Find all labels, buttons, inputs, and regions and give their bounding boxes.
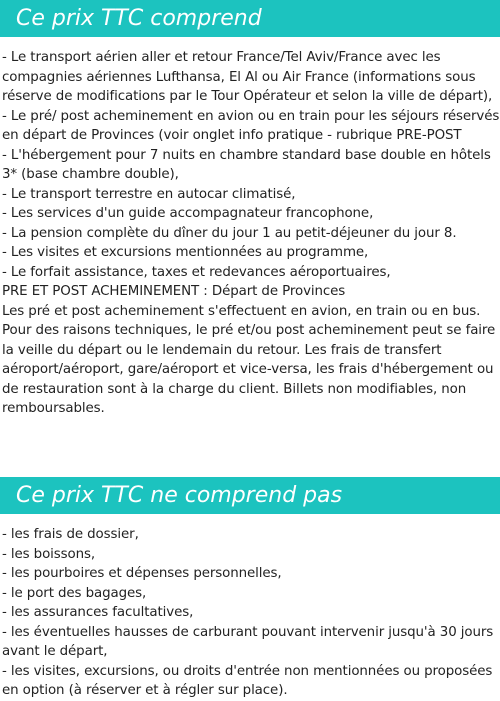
excludes-section-title: Ce prix TTC ne comprend pas (0, 477, 500, 514)
includes-item: - Le pré/ post acheminement en avion ou en train pour les séjours réservés en départ de Provinces (voir onglet info pratique - rubrique PRE-POST (2, 108, 500, 143)
excludes-item: - les assurances facultatives, (2, 605, 194, 620)
includes-item: - La pension complète du dîner du jour 1 au petit-déjeuner du jour 8. (2, 225, 457, 241)
includes-item: - Les visites et excursions mentionnées au programme, (2, 245, 369, 260)
includes-section-title: Ce prix TTC comprend (0, 0, 500, 37)
includes-item: - Le forfait assistance, taxes et redevances aéroportuaires, (2, 264, 391, 280)
includes-item: - L'hébergement pour 7 nuits en chambre standard base double en hôtels 3* (base chambre double), (2, 147, 491, 182)
excludes-item: - les éventuelles hausses de carburant pouvant intervenir jusqu'à 30 jours avant le départ, (2, 624, 494, 659)
excludes-list (2, 525, 500, 701)
includes-item: - Les services d'un guide accompagnateur francophone, (2, 206, 374, 221)
pre-post-heading: PRE ET POST ACHEMINEMENT : Départ de Provinces (2, 284, 346, 299)
excludes-item: - les frais de dossier, (2, 527, 139, 542)
pre-post-description: Les pré et post acheminement s'effectuent en avion, en train ou en bus. Pour des raisons techniques, le pré et/ou post acheminement peut se faire la veille du départ ou le lendemain du retour. Les frais de transfert aéroport/aéroport, gare/aéroport et vice-versa, les frais d'hébergement ou de restauration sont à la charge du client. Billets non modifiables, non remboursables. (2, 303, 496, 416)
includes-list (2, 48, 500, 419)
excludes-item: - les pourboires et dépenses personnelles, (2, 566, 282, 581)
excludes-item: - les visites, excursions, ou droits d'entrée non mentionnées ou proposées en option (à réserver et à régler sur place). (2, 663, 493, 698)
excludes-item: - les boissons, (2, 546, 96, 562)
includes-item: - Le transport aérien aller et retour France/Tel Aviv/France avec les compagnies aériennes Lufthansa, El Al ou Air France (informations sous réserve de modifications par le Tour Opérateur et selon la ville de départ), (2, 50, 493, 104)
excludes-item: - le port des bagages, (2, 585, 147, 601)
includes-item: - Le transport terrestre en autocar climatisé, (2, 186, 296, 202)
